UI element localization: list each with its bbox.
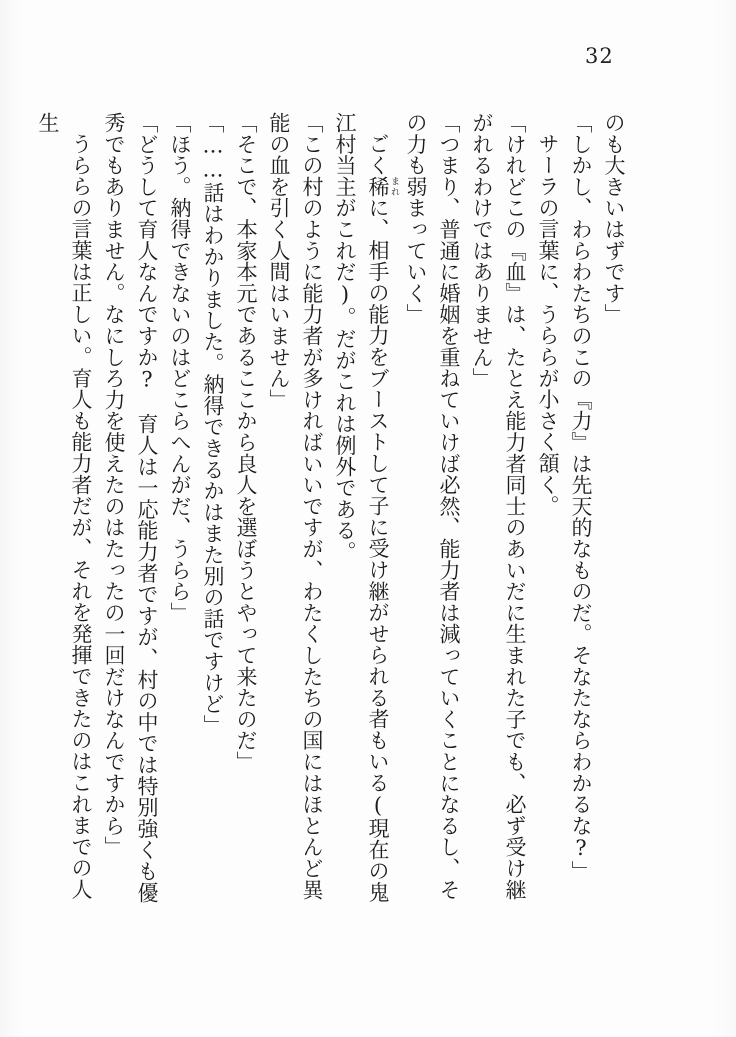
narration-rare-boost-pre: ごく [366, 133, 390, 176]
dialogue-why-ikuto: 「どうして育人なんですか? 育人は一応能力者ですが、村の中では特別強くも優秀でもありません。なにしろ力を使えたのはたったの一回だけなんですから」 [102, 112, 159, 904]
text-line-continuation: のも大きいはずです」 [602, 112, 626, 325]
dialogue-which-part: 「ほう。納得できないのはどこらへんがだ、うらら」 [168, 112, 192, 624]
vertical-text-block [31, 112, 630, 914]
narration-rare-boost-post: に、相手の能力をブーストして子に受け継がせられる者もいる(現在の鬼江村当主がこれだ)。だがこれは例外である。 [333, 112, 390, 903]
dialogue-choose-husband: 「そこで、本家本元であるここから良人を選ぼうとやって来たのだ」 [234, 112, 258, 773]
dialogue-understood: 「……話はわかりました。納得できるかはまた別の話ですけど」 [201, 112, 225, 736]
dialogue-blood-inheritance: 「けれどこの『血』は、たとえ能力者同士のあいだに生まれた子でも、必ず受け継がれるわけではありません」 [470, 112, 527, 901]
dialogue-sara-power: 「しかし、わらわたちのこの『力』は先天的なものだ。そなたならわかるな?」 [569, 112, 593, 882]
dialogue-ability-decline: 「つまり、普通に婚姻を重ねていけば必然、能力者は減っていくことになるし、その力も弱まっていく」 [404, 112, 461, 901]
narration-rare-boost [328, 112, 399, 914]
dialogue-no-ability-blood: 「この村のように能力者が多ければいいですが、わたくしたちの国にはほとんど異能の血を引く人間はいません」 [267, 112, 324, 901]
ruby-base: 稀 [366, 175, 390, 197]
page-number: 32 [585, 44, 614, 68]
narration-urara-nods: サーラの言葉に、うららが小さく頷く。 [536, 133, 560, 517]
ruby-furigana: まれ [389, 175, 399, 197]
narration-urara-correct: うららの言葉は正しい。育人も能力者だが、それを発揮できたのはこれまでの人生 [36, 112, 93, 900]
ruby-mare [366, 175, 399, 197]
